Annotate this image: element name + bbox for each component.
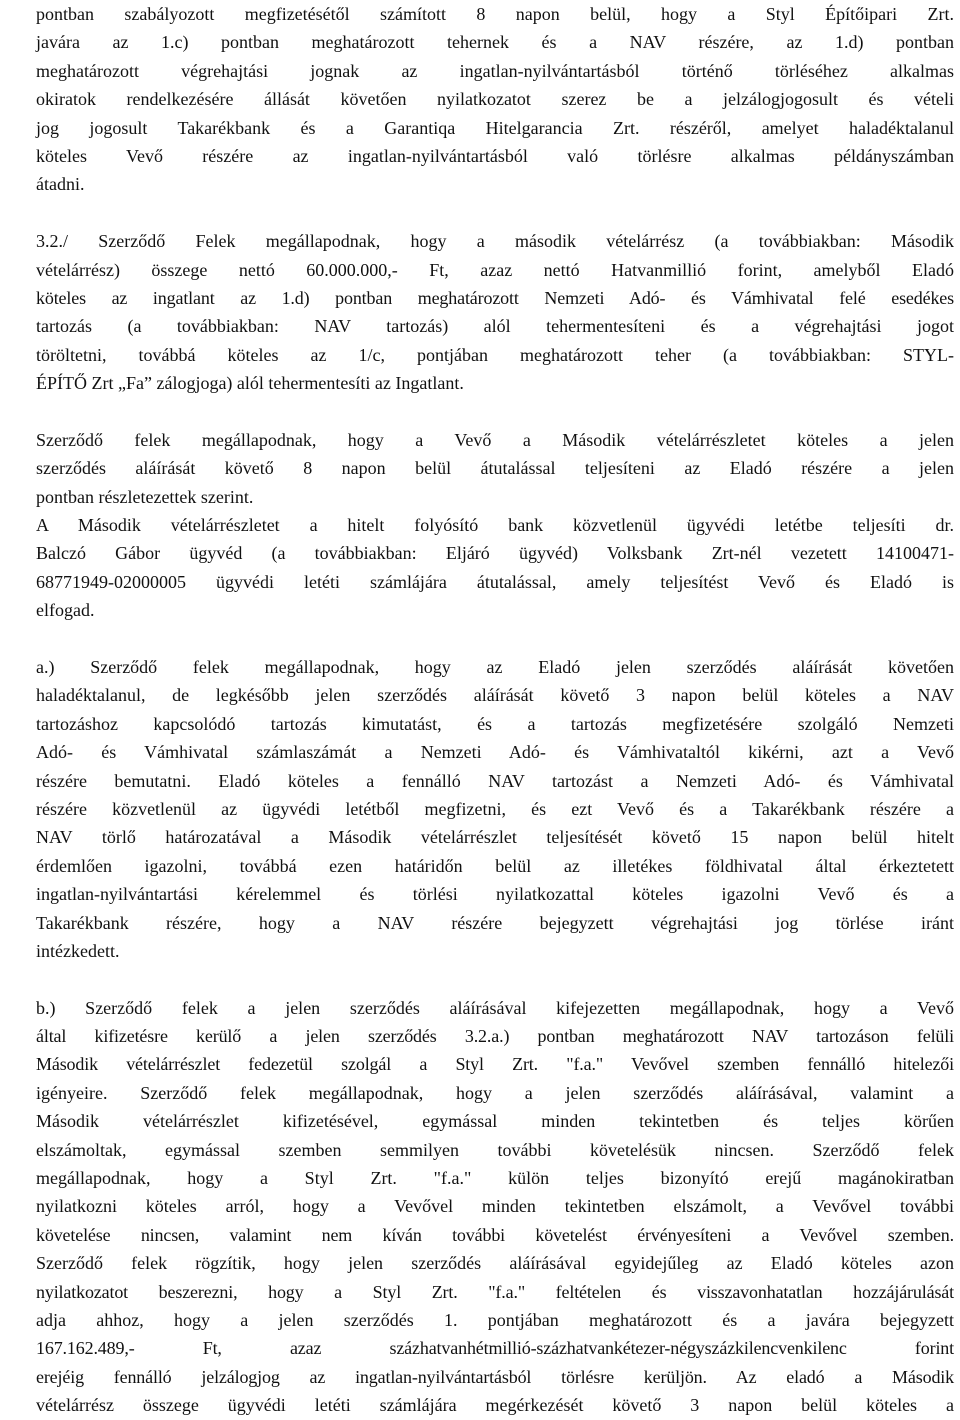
paragraph-gap bbox=[36, 965, 954, 993]
text-line: adja ahhoz, hogy a jelen szerződés 1. pontjában meghatározott és a javára bejegyzett bbox=[36, 1309, 954, 1330]
text-line: meghatározott végrehajtási jognak az ingatlan-nyilvántartásból történő törléséhez alkalmas bbox=[36, 60, 954, 81]
text-line: megállapodnak, hogy a Styl Zrt. "f.a." külön teljes bizonyító erejű magánokiratban bbox=[36, 1168, 954, 1189]
text-line: részére közvetlenül az ügyvédi letétből megfizetni, és ezt Vevő és a Takarékbank részére a bbox=[36, 798, 954, 819]
text-line: A Második vételárrészletet a hitelt folyósító bank közvetlenül ügyvédi letétbe teljesíti dr. bbox=[36, 515, 954, 536]
text-line: átadni. bbox=[36, 174, 85, 195]
text-line: elfogad. bbox=[36, 600, 95, 621]
text-line: tartozás (a továbbiakban: NAV tartozás) alól tehermentesíteni és a végrehajtási jogot bbox=[36, 316, 954, 337]
text-line: nyilatkozni köteles arról, hogy a Vevővel minden tekintetben elszámolt, a Vevővel további bbox=[36, 1196, 954, 1217]
paragraph-release-statement bbox=[36, 0, 954, 199]
text-line: köteles az ingatlant az 1.d) pontban meghatározott Nemzeti Adó- és Vámhivatal felé esedékes bbox=[36, 287, 954, 308]
text-line: NAV törlő határozatával a Második vételárrészlet teljesítését követő 15 napon belül hitelt bbox=[36, 827, 954, 848]
text-line: 167.162.489,- Ft, azaz százhatvanhétmillió-százhatvankétezer-négyszázkilencvenkilenc forint bbox=[36, 1338, 954, 1359]
text-line: Második vételárrészlet fedezetül szolgál a Styl Zrt. "f.a." Vevővel szemben fennálló hitelezői bbox=[36, 1054, 954, 1075]
text-line: b.) Szerződő felek a jelen szerződés aláírásával kifejezetten megállapodnak, hogy a Vevő bbox=[36, 997, 954, 1018]
text-line: 3.2./ Szerződő Felek megállapodnak, hogy a második vételárrész (a továbbiakban: Második bbox=[36, 231, 954, 252]
paragraph-second-installment bbox=[36, 426, 954, 625]
text-line: pontban részletezettek szerint. bbox=[36, 486, 254, 507]
text-line: vételárrész összege ügyvédi letéti számlájára megérkezését követő 3 napon belül köteles a bbox=[36, 1395, 954, 1416]
paragraph-gap bbox=[36, 625, 954, 653]
text-line: szerződés aláírását követő 8 napon belül átutalással teljesíteni az Eladó részére a jelen bbox=[36, 458, 954, 479]
paragraph-gap bbox=[36, 199, 954, 227]
text-line: javára az 1.c) pontban meghatározott tehernek és a NAV részére, az 1.d) pontban bbox=[36, 32, 954, 53]
paragraph-point-a bbox=[36, 653, 954, 965]
text-line: okiratok rendelkezésére állását követően nyilatkozatot szerez be a jelzálogjogosult és vételi bbox=[36, 89, 954, 110]
text-line: haladéktalanul, de legkésőbb jelen szerződés aláírását követő 3 napon belül köteles a NAV bbox=[36, 685, 954, 706]
text-line: vételárrész) összege nettó 60.000.000,- Ft, azaz nettó Hatvanmillió forint, amelyből Eladó bbox=[36, 259, 954, 280]
text-line: Szerződő felek rögzítik, hogy jelen szerződés aláírásával egyidejűleg az Eladó köteles azon bbox=[36, 1253, 954, 1274]
contract-page bbox=[36, 0, 954, 1420]
text-line: jog jogosult Takarékbank és a Garantiqa Hitelgarancia Zrt. részéről, amelyet haladéktalanul bbox=[36, 117, 954, 138]
text-line: nyilatkozatot beszerezni, hogy a Styl Zrt. "f.a." feltételen és visszavonhatatlan hozzájárulását bbox=[36, 1281, 954, 1302]
text-line: Szerződő felek megállapodnak, hogy a Vevő a Második vételárrészletet köteles a jelen bbox=[36, 429, 954, 450]
text-line: érdemlően igazolni, továbbá ezen határidőn belül az illetékes földhivatal által érkeztetett bbox=[36, 855, 954, 876]
paragraph-section-3-2 bbox=[36, 227, 954, 397]
text-line: köteles Vevő részére az ingatlan-nyilvántartásból való törlésre alkalmas példányszámban bbox=[36, 145, 954, 166]
text-line: által kifizetésre kerülő a jelen szerződés 3.2.a.) pontban meghatározott NAV tartozáson felüli bbox=[36, 1026, 954, 1047]
text-line: Második vételárrészlet kifizetésével, egymással minden tekintetben és teljes körűen bbox=[36, 1111, 954, 1132]
text-line: elszámoltak, egymással szemben semmilyen további követelésük nincsen. Szerződő felek bbox=[36, 1139, 954, 1160]
text-line: töröltetni, továbbá köteles az 1/c, pontjában meghatározott teher (a továbbiakban: STYL- bbox=[36, 344, 954, 365]
text-line: Balczó Gábor ügyvéd (a továbbiakban: Eljáró ügyvéd) Volksbank Zrt-nél vezetett 14100471- bbox=[36, 543, 954, 564]
text-line: Takarékbank részére, hogy a NAV részére bejegyzett végrehajtási jog törlése iránt bbox=[36, 912, 954, 933]
text-line: 68771949-02000005 ügyvédi letéti számlájára átutalással, amely teljesítést Vevő és Eladó is bbox=[36, 571, 954, 592]
text-line: részére bemutatni. Eladó köteles a fennálló NAV tartozást a Nemzeti Adó- és Vámhivatal bbox=[36, 770, 954, 791]
text-line: követelése nincsen, valamint nem kíván további követelést érvényesíteni a Vevővel szemben. bbox=[36, 1224, 954, 1245]
text-line: igényeire. Szerződő felek megállapodnak, hogy a jelen szerződés aláírásával, valamint a bbox=[36, 1082, 954, 1103]
text-line: a.) Szerződő felek megállapodnak, hogy az Eladó jelen szerződés aláírását követően bbox=[36, 656, 954, 677]
paragraph-gap bbox=[36, 397, 954, 425]
text-line: intézkedett. bbox=[36, 940, 120, 961]
text-line: erejéig fennálló jelzálogjog az ingatlan-nyilvántartásból törlésre kerüljön. Az eladó a Második bbox=[36, 1366, 954, 1387]
paragraph-point-b bbox=[36, 994, 954, 1420]
text-line: ingatlan-nyilvántartási kérelemmel és törlési nyilatkozattal köteles igazolni Vevő és a bbox=[36, 884, 954, 905]
text-line: ÉPÍTŐ Zrt „Fa” zálogjoga) alól tehermentesíti az Ingatlant. bbox=[36, 373, 464, 394]
text-line: pontban szabályozott megfizetésétől számított 8 napon belül, hogy a Styl Építőipari Zrt. bbox=[36, 4, 954, 24]
text-line: Adó- és Vámhivatal számlaszámát a Nemzeti Adó- és Vámhivataltól kikérni, azt a Vevő bbox=[36, 742, 954, 763]
text-line: tartozáshoz kapcsolódó tartozás kimutatást, és a tartozás megfizetésére szolgáló Nemzeti bbox=[36, 713, 954, 734]
